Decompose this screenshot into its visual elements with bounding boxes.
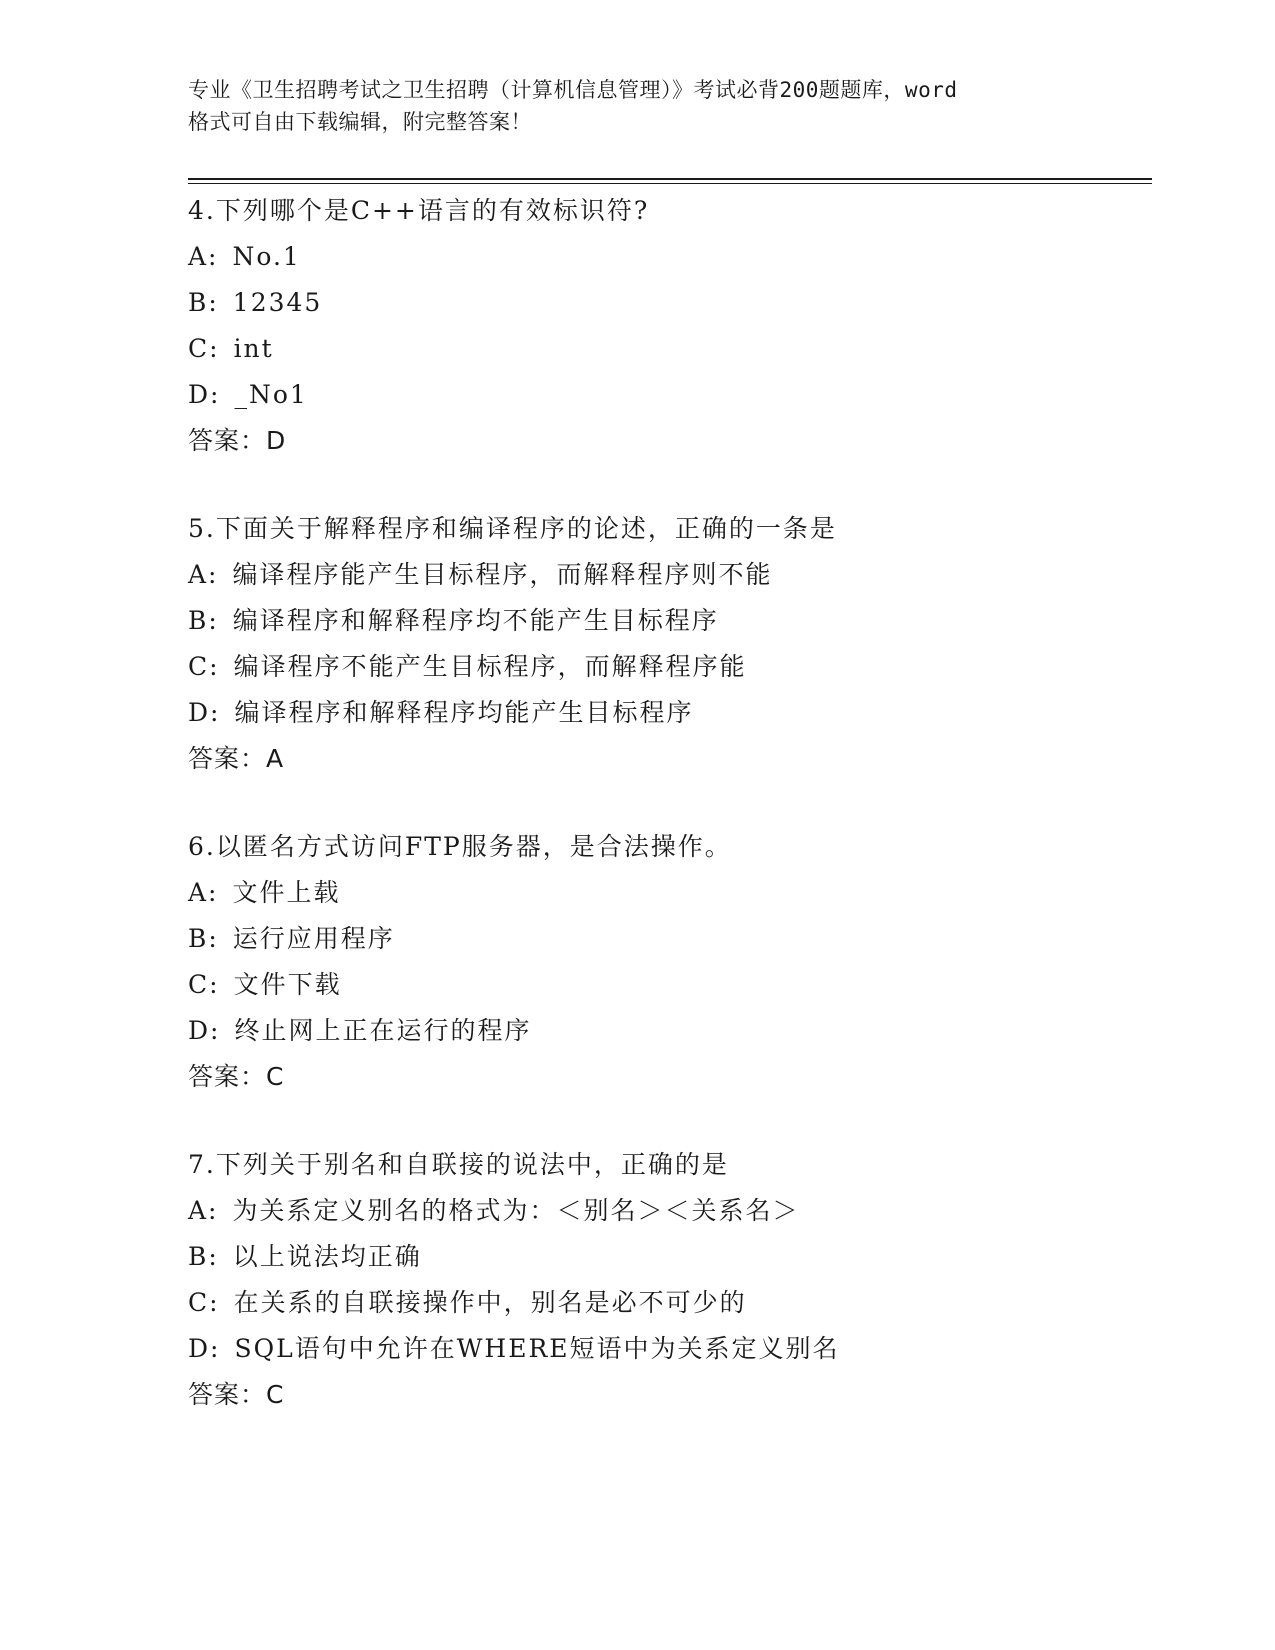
question-stem: 5.下面关于解释程序和编译程序的论述，正确的一条是 — [188, 514, 837, 543]
option-text: int — [233, 334, 274, 363]
question-5 — [188, 506, 1152, 782]
option-text: 编译程序和解释程序均不能产生目标程序 — [232, 606, 719, 635]
option-text: 编译程序不能产生目标程序，而解释程序能 — [233, 652, 747, 681]
question-stem: 7.下列关于别名和自联接的说法中，正确的是 — [188, 1150, 729, 1179]
option-d — [188, 372, 1152, 418]
option-text: 终止网上正在运行的程序 — [234, 1016, 532, 1045]
answer-line: 答案：C — [188, 1380, 285, 1409]
option-key: B: — [188, 924, 219, 953]
option-text: 文件下载 — [233, 970, 342, 999]
option-a — [188, 1188, 1152, 1234]
option-key: C: — [188, 1288, 220, 1317]
option-key: A: — [188, 560, 219, 589]
option-text: 运行应用程序 — [232, 924, 395, 953]
option-key: D: — [188, 1016, 221, 1045]
question-4 — [188, 188, 1152, 464]
option-a — [188, 234, 1152, 280]
answer-line: 答案：A — [188, 744, 285, 773]
question-list — [188, 188, 1152, 1418]
option-key: C: — [188, 652, 220, 681]
option-text: 编译程序能产生目标程序，而解释程序则不能 — [232, 560, 773, 589]
option-key: B: — [188, 288, 219, 317]
option-text: 在关系的自联接操作中，别名是必不可少的 — [233, 1288, 747, 1317]
answer-line: 答案：C — [188, 1062, 285, 1091]
option-key: D: — [188, 1334, 221, 1363]
option-text: 12345 — [232, 288, 323, 317]
option-text: 文件上载 — [232, 878, 341, 907]
question-6 — [188, 824, 1152, 1100]
option-text: No.1 — [232, 242, 301, 271]
question-spacer — [188, 464, 1152, 506]
option-d — [188, 1008, 1152, 1054]
option-key: B: — [188, 606, 219, 635]
option-c — [188, 1280, 1152, 1326]
option-d — [188, 690, 1152, 736]
option-text: 以上说法均正确 — [232, 1242, 422, 1271]
question-stem: 6.以匿名方式访问FTP服务器，是合法操作。 — [188, 832, 732, 861]
option-key: D: — [188, 380, 221, 409]
header-line-1: 专业《卫生招聘考试之卫生招聘（计算机信息管理）》考试必背200题题库，word — [188, 78, 958, 102]
option-text: 编译程序和解释程序均能产生目标程序 — [234, 698, 694, 727]
option-text: _No1 — [234, 380, 308, 409]
option-c — [188, 962, 1152, 1008]
option-key: A: — [188, 1196, 219, 1225]
header-divider-thin — [188, 183, 1152, 184]
answer-line: 答案：D — [188, 426, 287, 455]
question-7 — [188, 1142, 1152, 1418]
question-spacer — [188, 1100, 1152, 1142]
header-line-2: 格式可自由下载编辑，附完整答案！ — [188, 110, 532, 134]
question-stem: 4.下列哪个是C++语言的有效标识符? — [188, 196, 650, 225]
option-key: B: — [188, 1242, 219, 1271]
option-text: SQL语句中允许在WHERE短语中为关系定义别名 — [234, 1334, 840, 1363]
option-text: 为关系定义别名的格式为：＜别名＞＜关系名＞ — [232, 1196, 800, 1225]
option-key: C: — [188, 334, 220, 363]
header-divider-thick — [188, 178, 1152, 180]
option-c — [188, 326, 1152, 372]
option-b — [188, 916, 1152, 962]
option-b — [188, 280, 1152, 326]
option-a — [188, 552, 1152, 598]
option-key: C: — [188, 970, 220, 999]
option-a — [188, 870, 1152, 916]
option-d — [188, 1326, 1152, 1372]
option-key: A: — [188, 242, 219, 271]
option-key: D: — [188, 698, 221, 727]
option-key: A: — [188, 878, 219, 907]
option-c — [188, 644, 1152, 690]
document-header — [188, 74, 1088, 138]
option-b — [188, 1234, 1152, 1280]
option-b — [188, 598, 1152, 644]
question-spacer — [188, 782, 1152, 824]
